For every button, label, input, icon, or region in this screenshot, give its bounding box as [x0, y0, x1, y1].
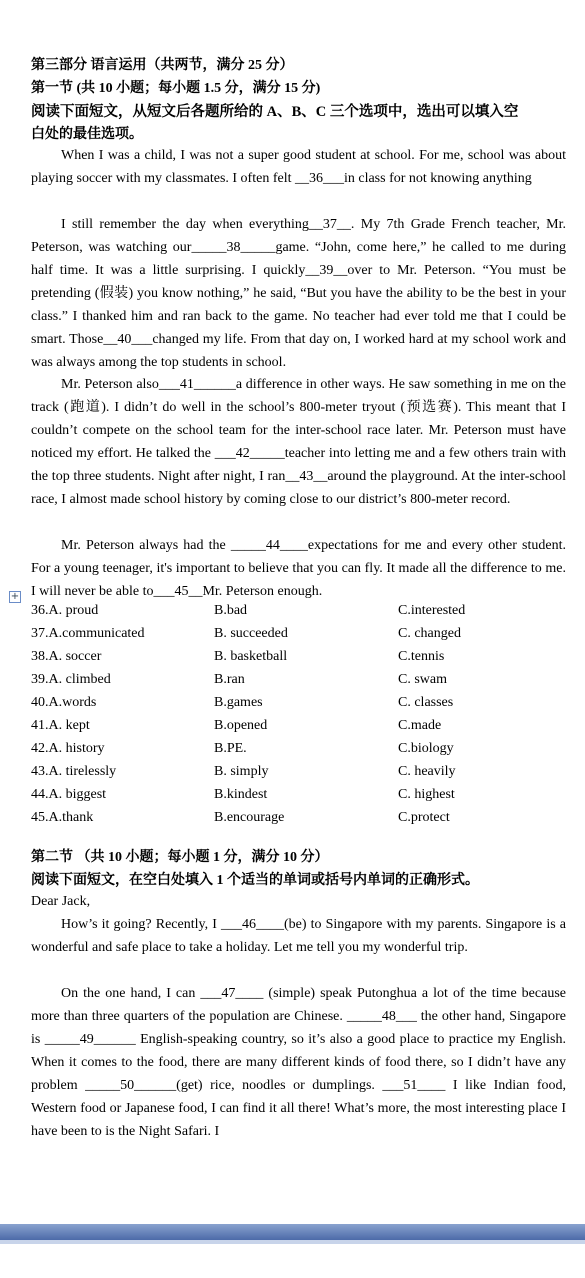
section1-instruction-line2: 白处的最佳选项。: [31, 127, 143, 142]
option-row: 38.A. soccer B. basketball C.tennis: [31, 649, 445, 664]
table-move-handle-icon[interactable]: +: [10, 591, 20, 602]
letter-greeting: Dear Jack,: [31, 894, 91, 909]
section1-instruction-line1: 阅读下面短文，从短文后各题所给的 A、B、C 三个选项中，选出可以填入空: [31, 104, 519, 120]
option-row: 37.A.communicated B. succeeded C. changed: [31, 626, 461, 641]
passage-paragraph-3: Mr. Peterson also___41______a difference in other ways. He saw something in me on the track (跑道). I didn’t do well in the school’s 800-meter tryout (预选赛). This meant that I couldn’t compete on the school team for the inter-school race later. Mr. Peterson must have noticed my effort. He talked the ___42_____teacher into letting me and a few others train with the top three students. Night after night, I ran__43__around the playground. At the inter-school race, I almost made school history by coming close to our district’s 800-meter record.: [31, 377, 566, 507]
section1-heading: 第一节 (共 10 小题；每小题 1.5 分，满分 15 分): [31, 81, 321, 96]
option-row: 42.A. history B.PE. C.biology: [31, 741, 454, 756]
section2-instruction: 阅读下面短文，在空白处填入 1 个适当的单词或括号内单词的正确形式。: [31, 873, 479, 888]
option-row: 39.A. climbed B.ran C. swam: [31, 672, 447, 687]
option-row: 45.A.thank B.encourage C.protect: [31, 810, 450, 825]
passage-paragraph-6: On the one hand, I can ___47____ (simple) speak Putonghua a lot of the time because more than three quarters of the population are Chinese. _____48___ the other hand, Singapore is _____49______ English-speaking country, so it’s also a good place to practice my English. When it comes to the food, there are many different kinds of food there, so I didn’t have any problem _____50______(get) rice, noodles or dumplings. ___51____ I like Indian food, Western food or Japanese food, I can find it all there! What’s more, the most interesting place I have been to is the Night Safari. I: [31, 986, 566, 1139]
option-row: 36.A. proud B.bad C.interested: [31, 603, 466, 618]
option-row: 40.A.words B.games C. classes: [31, 695, 454, 710]
passage-paragraph-1: When I was a child, I was not a super good student at school. For me, school was about playing soccer with my classmates. I often felt __36___in class for not knowing anything: [31, 148, 566, 186]
passage-paragraph-4: Mr. Peterson always had the _____44____expectations for me and every other student. For a young teenager, it's important to believe that you can fly. It made all the difference to me. I will never be able to___45__Mr. Peterson enough.: [31, 538, 566, 599]
section2-heading: 第二节 （共 10 小题；每小题 1 分，满分 10 分）: [31, 850, 329, 865]
passage-paragraph-5: How’s it going? Recently, I ___46____(be) to Singapore with my parents. Singapore is a wonderful and safe place to take a holiday. Let me tell you my wonderful trip.: [31, 917, 566, 955]
passage-paragraph-2: I still remember the day when everything__37__. My 7th Grade French teacher, Mr. Peterson, was watching our_____38_____game. “John, come here,” he called to me during half time. It was a little surprising. I quickly__39__over to Mr. Peterson. “You must be pretending (假装) you know nothing,” he said, “But you have the ability to be the best in your class.” I thanked him and ran back to the game. No teacher had ever told me that I could be smart. Those__40___changed my life. From that day on, I worked hard at my school work and was always among the top students in school.: [31, 217, 566, 370]
part3-heading: 第三部分 语言运用（共两节，满分 25 分）: [31, 58, 294, 73]
page-bottom-bar-edge: [0, 1240, 585, 1244]
option-row: 43.A. tirelessly B. simply C. heavily: [31, 764, 456, 779]
option-row: 41.A. kept B.opened C.made: [31, 718, 442, 733]
option-row: 44.A. biggest B.kindest C. highest: [31, 787, 455, 802]
page-bottom-bar: [0, 1224, 585, 1240]
